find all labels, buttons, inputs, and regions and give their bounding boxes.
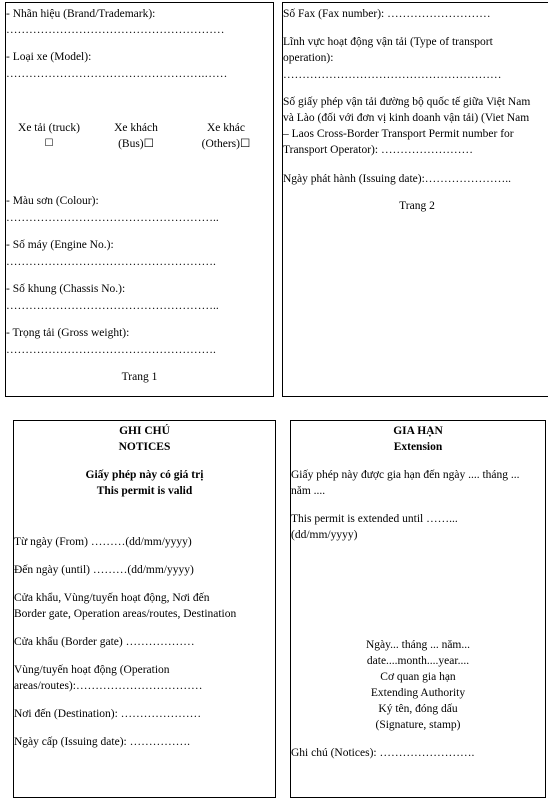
- brand-field[interactable]: …………………………………………………: [6, 24, 225, 36]
- extension-vi-line-2: năm ....: [291, 485, 326, 497]
- signature-date-en: date....month....year....: [366, 655, 470, 667]
- extension-title-vi: GIA HẠN: [393, 425, 443, 437]
- chassis-label: - Số khung (Chassis No.):: [6, 283, 126, 295]
- destination-field[interactable]: Nơi đến (Destination): …………………: [14, 708, 202, 720]
- permit-number-line-3: – Laos Cross-Border Transport Permit number for: [283, 128, 514, 140]
- bus-checkbox[interactable]: (Bus)☐: [118, 138, 154, 150]
- page-2-panel: [282, 2, 548, 397]
- authority-vi: Cơ quan gia hạn: [380, 671, 456, 683]
- colour-field[interactable]: ………………………………………………..: [6, 212, 219, 224]
- page-1-panel: [5, 2, 274, 397]
- signature-stamp-vi: Ký tên, đóng dấu: [378, 703, 458, 715]
- notices-title-en: NOTICES: [118, 441, 171, 453]
- page-2-footer: Trang 2: [399, 200, 435, 212]
- transport-type-label-1: Lĩnh vực hoạt động vận tải (Type of transport: [283, 36, 493, 48]
- fax-field[interactable]: Số Fax (Fax number): ………………………: [283, 8, 491, 20]
- model-label: - Loại xe (Model):: [6, 51, 92, 63]
- issuing-date-field[interactable]: Ngày cấp (Issuing date): …………….: [14, 736, 190, 748]
- extension-panel: [290, 420, 546, 798]
- transport-type-label-2: operation):: [283, 52, 334, 64]
- signature-date-vi: Ngày... tháng ... năm...: [365, 639, 470, 651]
- transport-type-field[interactable]: …………………………………………………: [283, 69, 502, 81]
- model-field[interactable]: …………………………………………….……: [6, 68, 228, 80]
- operation-area-field[interactable]: areas/routes):……………………………: [14, 680, 203, 692]
- truck-checkbox[interactable]: ☐: [44, 138, 54, 149]
- authority-en: Extending Authority: [370, 687, 466, 699]
- valid-title-vi: Giấy phép này có giá trị: [85, 469, 204, 481]
- chassis-field[interactable]: ………………………………………………..: [6, 300, 219, 312]
- until-date-field[interactable]: Đến ngày (until) ………(dd/mm/yyyy): [14, 564, 194, 576]
- weight-label: - Trọng tải (Gross weight):: [6, 327, 130, 339]
- engine-label: - Số máy (Engine No.):: [6, 239, 114, 251]
- permit-number-field[interactable]: Transport Operator): ……………………: [283, 144, 473, 156]
- notices-panel: [13, 420, 276, 798]
- extension-notices-field[interactable]: Ghi chú (Notices): …………………….: [291, 747, 475, 759]
- border-line-vi: Cửa khẩu, Vùng/tuyến hoạt động, Nơi đến: [14, 592, 210, 604]
- signature-stamp-en: (Signature, stamp): [375, 719, 461, 731]
- weight-field[interactable]: ……………………………………………….: [6, 344, 216, 356]
- extension-en-line-2: (dd/mm/yyyy): [291, 529, 358, 541]
- from-date-field[interactable]: Từ ngày (From) ………(dd/mm/yyyy): [14, 536, 192, 548]
- permit-number-line-2: và Lào (đối với đơn vị kinh doanh vận tải) (Viet Nam: [283, 112, 530, 124]
- engine-field[interactable]: ……………………………………………….: [6, 256, 216, 268]
- bus-label: Xe khách: [114, 122, 158, 134]
- extension-en-line-1[interactable]: This permit is extended until ……...: [291, 513, 458, 525]
- issuing-date-field[interactable]: Ngày phát hành (Issuing date):…………………..: [283, 173, 512, 185]
- brand-label: - Nhãn hiệu (Brand/Trademark):: [6, 8, 156, 20]
- border-line-en: Border gate, Operation areas/routes, Destination: [14, 608, 237, 620]
- extension-title-en: Extension: [393, 441, 443, 453]
- border-gate-field[interactable]: Cửa khẩu (Border gate) ………………: [14, 636, 195, 648]
- others-label: Xe khác: [207, 122, 245, 134]
- others-checkbox[interactable]: (Others)☐: [201, 138, 251, 150]
- truck-label: Xe tải (truck): [18, 122, 80, 134]
- colour-label: - Màu sơn (Colour):: [6, 195, 99, 207]
- extension-vi-line-1[interactable]: Giấy phép này được gia hạn đến ngày .... tháng ...: [291, 469, 520, 481]
- valid-title-en: This permit is valid: [96, 485, 193, 497]
- page-1-footer: Trang 1: [121, 371, 158, 383]
- permit-number-line-1: Số giấy phép vận tải đường bộ quốc tế giữa Việt Nam: [283, 96, 531, 108]
- notices-title-vi: GHI CHÚ: [119, 425, 170, 437]
- operation-area-label: Vùng/tuyến hoạt động (Operation: [14, 664, 170, 676]
